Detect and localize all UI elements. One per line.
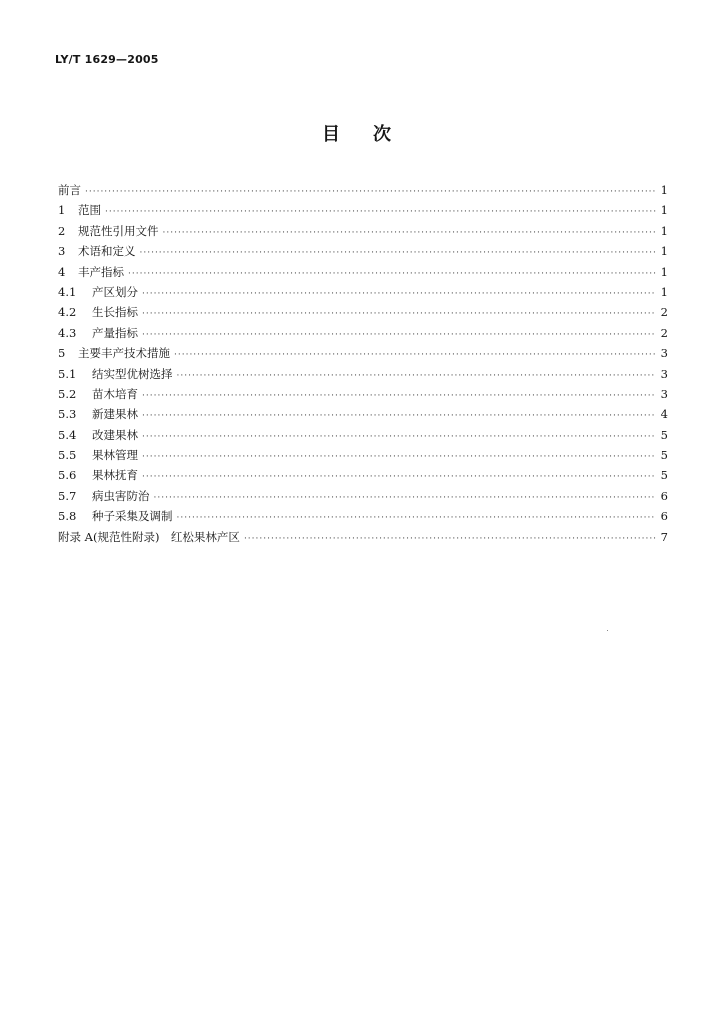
toc-page-number: 3 xyxy=(660,386,668,401)
toc-page-number: 6 xyxy=(660,509,668,524)
toc-entry-label: 改建果林 xyxy=(92,427,138,442)
toc-entry-5[interactable] xyxy=(58,343,668,363)
toc-leader-dots xyxy=(142,386,656,406)
toc-entry-number: 5.2 xyxy=(58,386,77,401)
toc-entry-5-1[interactable] xyxy=(58,364,668,384)
toc-entry-number: 5.3 xyxy=(58,407,77,422)
toc-page-number: 2 xyxy=(660,305,668,320)
toc-entry-appendix-a[interactable] xyxy=(58,527,668,547)
toc-entry-label: 丰产指标 xyxy=(78,264,124,279)
document-code: LY/T 1629—2005 xyxy=(55,53,159,66)
toc-entry-5-5[interactable] xyxy=(58,445,668,465)
toc-entry-label: 结实型优树选择 xyxy=(92,366,173,381)
toc-leader-dots xyxy=(142,467,656,487)
toc-leader-dots xyxy=(142,447,656,467)
toc-page-number: 1 xyxy=(660,203,668,218)
table-of-contents xyxy=(58,180,668,547)
toc-page-number: 1 xyxy=(660,183,668,197)
toc-entry-label: 果林抚育 xyxy=(92,468,138,483)
toc-entry-label: 病虫害防治 xyxy=(92,488,150,503)
toc-entry-number: 4.2 xyxy=(58,305,77,320)
toc-entry-label: 生长指标 xyxy=(92,305,138,320)
toc-entry-label: 种子采集及调制 xyxy=(92,509,173,524)
toc-page-number: 5 xyxy=(660,468,668,483)
toc-leader-dots xyxy=(140,243,657,263)
toc-entry-4[interactable] xyxy=(58,262,668,282)
toc-leader-dots xyxy=(142,427,656,447)
toc-page-number: 2 xyxy=(660,325,668,340)
toc-entry-5-7[interactable] xyxy=(58,486,668,506)
toc-entry-label: 范围 xyxy=(78,203,101,218)
toc-entry-number: 5.6 xyxy=(58,468,77,483)
toc-entry-4-2[interactable] xyxy=(58,302,668,322)
toc-leader-dots xyxy=(105,202,656,222)
toc-entry-number: 5.4 xyxy=(58,427,77,442)
toc-leader-dots xyxy=(142,284,656,304)
toc-page-number: 7 xyxy=(660,529,668,544)
toc-entry-number: 2 xyxy=(58,223,66,238)
toc-leader-dots xyxy=(128,264,656,284)
toc-entry-number: 4.3 xyxy=(58,325,77,340)
toc-leader-dots xyxy=(142,325,656,345)
toc-entry-5-3[interactable] xyxy=(58,404,668,424)
toc-entry-label: 前言 xyxy=(58,183,81,197)
toc-page-number: 1 xyxy=(660,264,668,279)
toc-page-number: 5 xyxy=(660,448,668,463)
toc-page-number: 1 xyxy=(660,284,668,299)
toc-entry-label: 附录 A(规范性附录) 红松果林产区 xyxy=(58,529,240,544)
toc-page-number: 1 xyxy=(660,244,668,259)
toc-entry-4-3[interactable] xyxy=(58,323,668,343)
toc-entry-label: 产量指标 xyxy=(92,325,138,340)
toc-entry-label: 新建果林 xyxy=(92,407,138,422)
toc-entry-number: 5 xyxy=(58,346,66,361)
toc-leader-dots xyxy=(85,182,656,202)
toc-entry-label: 主要丰产技术措施 xyxy=(78,346,170,361)
toc-leader-dots xyxy=(244,529,656,549)
toc-entry-label: 苗木培育 xyxy=(92,386,138,401)
toc-entry-5-4[interactable] xyxy=(58,425,668,445)
toc-leader-dots xyxy=(174,345,656,365)
toc-entry-label: 术语和定义 xyxy=(78,244,136,259)
toc-page-number: 6 xyxy=(660,488,668,503)
toc-leader-dots xyxy=(177,366,657,386)
toc-entry-number: 5.8 xyxy=(58,509,77,524)
toc-entry-number: 5.5 xyxy=(58,448,77,463)
toc-entry-foreword[interactable] xyxy=(58,180,668,200)
toc-entry-1[interactable] xyxy=(58,200,668,220)
page-title: 目次 xyxy=(322,124,424,145)
toc-entry-5-6[interactable] xyxy=(58,465,668,485)
toc-entry-label: 规范性引用文件 xyxy=(78,223,159,238)
toc-leader-dots xyxy=(177,508,657,528)
toc-entry-number: 3 xyxy=(58,244,66,259)
toc-page-number: 3 xyxy=(660,366,668,381)
toc-entry-2[interactable] xyxy=(58,221,668,241)
toc-leader-dots xyxy=(154,488,657,508)
toc-page-number: 5 xyxy=(660,427,668,442)
toc-entry-3[interactable] xyxy=(58,241,668,261)
toc-entry-number: 5.1 xyxy=(58,366,77,381)
toc-page-number: 4 xyxy=(660,407,668,422)
toc-entry-number: 4 xyxy=(58,264,66,279)
scan-speck xyxy=(607,630,608,631)
toc-entry-number: 4.1 xyxy=(58,284,77,299)
toc-entry-label: 产区划分 xyxy=(92,284,138,299)
toc-leader-dots xyxy=(142,406,656,426)
toc-entry-4-1[interactable] xyxy=(58,282,668,302)
toc-entry-number: 1 xyxy=(58,203,66,218)
toc-entry-number: 5.7 xyxy=(58,488,77,503)
toc-entry-label: 果林管理 xyxy=(92,448,138,463)
toc-leader-dots xyxy=(163,223,657,243)
toc-leader-dots xyxy=(142,304,656,324)
toc-page-number: 1 xyxy=(660,223,668,238)
toc-entry-5-2[interactable] xyxy=(58,384,668,404)
toc-entry-5-8[interactable] xyxy=(58,506,668,526)
toc-page-number: 3 xyxy=(660,346,668,361)
